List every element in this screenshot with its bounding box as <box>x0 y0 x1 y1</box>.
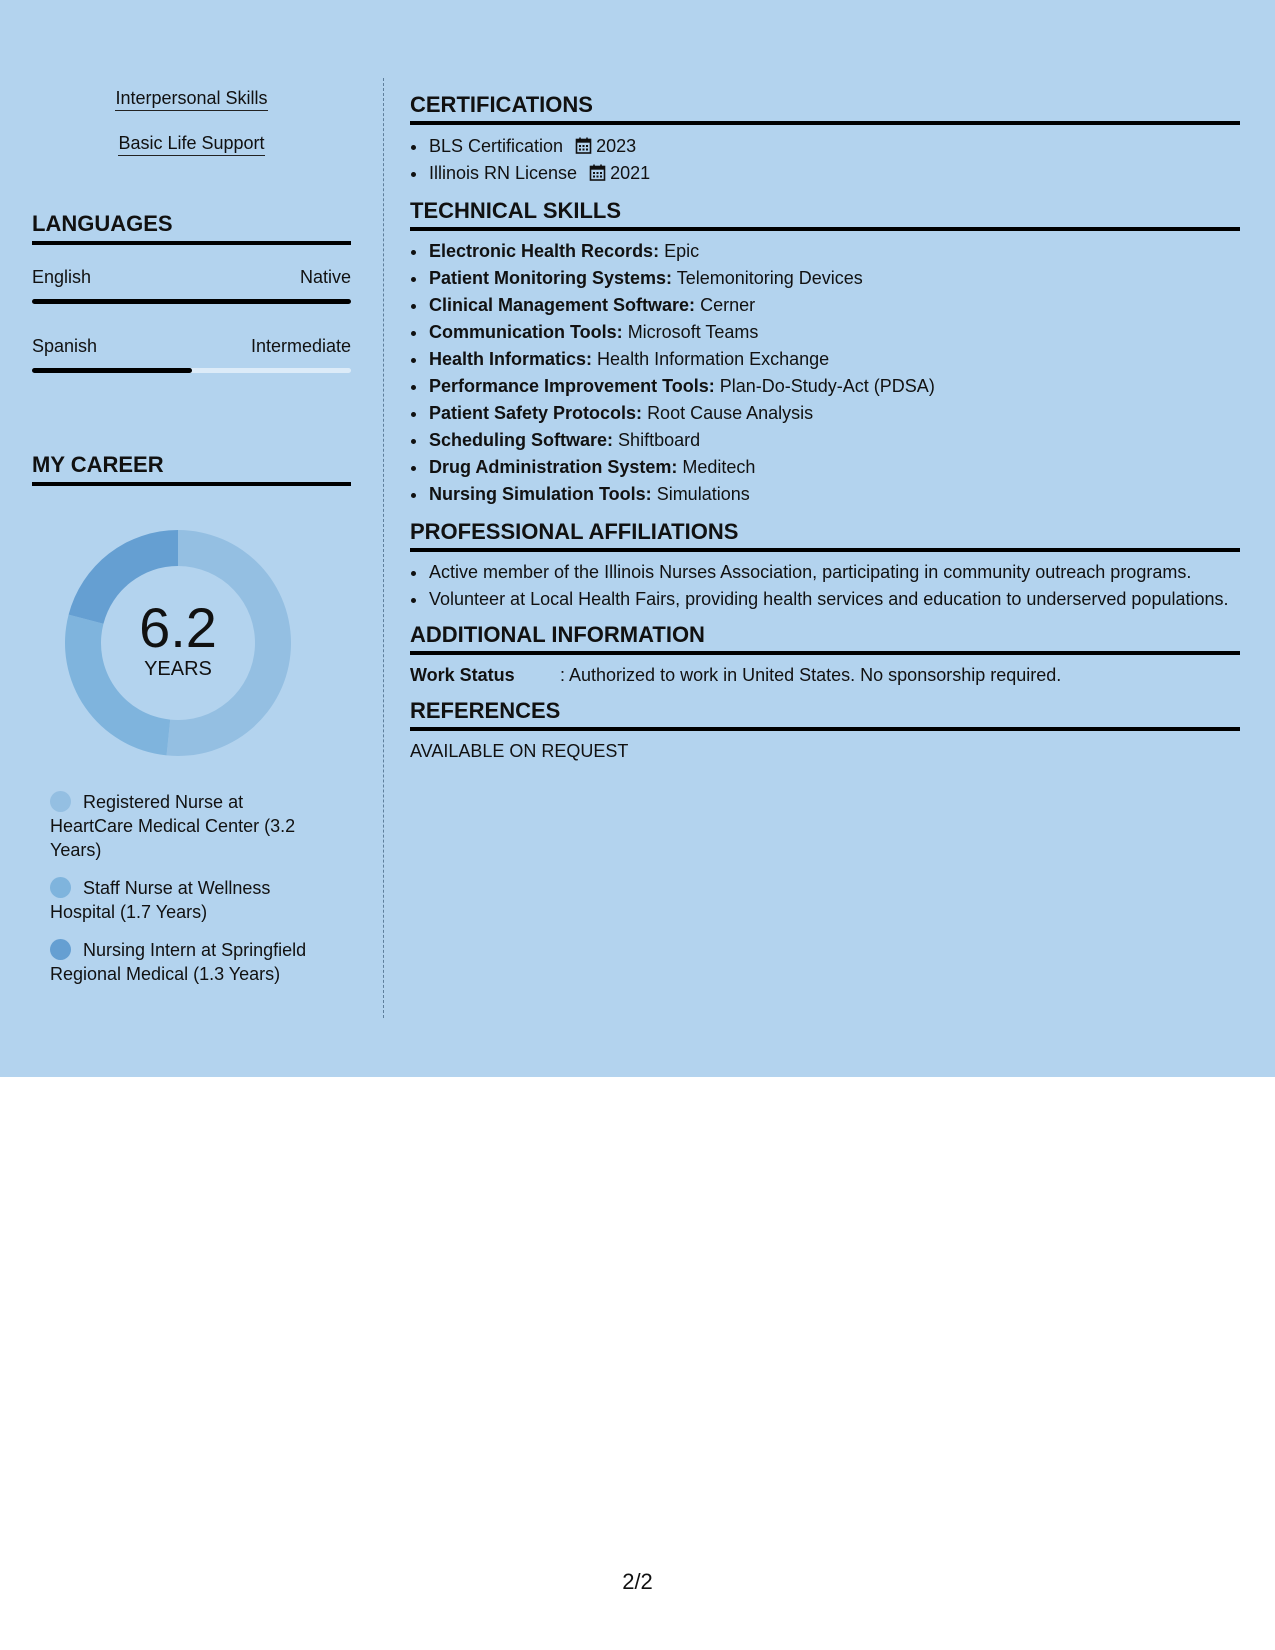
certifications-section <box>410 92 1240 187</box>
calendar-icon <box>575 137 592 154</box>
skill-value: Simulations <box>656 484 750 504</box>
skill-category: Drug Administration System: <box>429 457 678 477</box>
language-proficiency-bar <box>32 368 351 373</box>
list-item <box>428 481 1240 508</box>
cert-year: 2023 <box>596 136 637 156</box>
skill-category: Patient Safety Protocols: <box>429 403 643 423</box>
technical-skills-list <box>410 238 1240 508</box>
skill-label: Interpersonal Skills <box>115 88 267 111</box>
skill-label: Basic Life Support <box>118 133 264 156</box>
certifications-heading: CERTIFICATIONS <box>410 92 1240 125</box>
additional-info-section <box>410 622 1240 687</box>
career-total <box>65 596 291 681</box>
affiliations-section <box>410 519 1240 611</box>
list-item <box>428 265 1240 292</box>
skill-value: Root Cause Analysis <box>647 403 814 423</box>
legend-label: Registered Nurse at HeartCare Medical Center (3.2 Years) <box>50 792 296 860</box>
list-item: • Active member of the Illinois Nurses Association, participating in community outreach programs. <box>428 560 1240 584</box>
career-legend-item <box>50 790 330 862</box>
career-total-value: 6.2 <box>139 596 217 659</box>
skill-category: Clinical Management Software: <box>429 295 696 315</box>
additional-info-heading: ADDITIONAL INFORMATION <box>410 622 1240 655</box>
technical-skills-heading: TECHNICAL SKILLS <box>410 198 1240 231</box>
language-level: Intermediate <box>250 336 351 356</box>
affiliations-heading: PROFESSIONAL AFFILIATIONS <box>410 519 1240 552</box>
legend-dot <box>50 791 71 812</box>
cert-year: 2021 <box>610 163 651 183</box>
legend-dot <box>50 877 71 898</box>
language-proficiency-fill <box>32 299 351 304</box>
skill-value: Plan-Do-Study-Act (PDSA) <box>719 376 935 396</box>
technical-skills-section <box>410 198 1240 508</box>
certifications-list <box>410 133 1240 187</box>
language-name: Spanish <box>32 336 98 356</box>
list-item <box>428 346 1240 373</box>
languages-heading: LANGUAGES <box>32 211 351 245</box>
column-divider <box>383 78 384 1018</box>
skill-category: Performance Improvement Tools: <box>429 376 715 396</box>
list-item <box>428 238 1240 265</box>
skill-value: Cerner <box>700 295 756 315</box>
skill-category: Health Informatics: <box>429 349 593 369</box>
right-column <box>410 92 1240 773</box>
skill-link-interpersonal[interactable] <box>32 88 351 109</box>
work-status-row <box>410 663 1240 687</box>
list-item <box>428 133 1240 160</box>
list-item <box>428 400 1240 427</box>
list-item <box>428 454 1240 481</box>
skill-category: Communication Tools: <box>429 322 623 342</box>
list-item <box>428 427 1240 454</box>
career-heading: MY CAREER <box>32 452 351 486</box>
language-name: English <box>32 267 92 287</box>
career-legend-item <box>50 876 330 924</box>
skill-category: Nursing Simulation Tools: <box>429 484 652 504</box>
references-section <box>410 698 1240 762</box>
work-status-label: Work Status <box>410 665 515 685</box>
skill-value: Health Information Exchange <box>597 349 830 369</box>
skill-link-basic-life-support[interactable] <box>32 133 351 154</box>
language-proficiency-bar <box>32 299 351 304</box>
skill-value: Shiftboard <box>618 430 701 450</box>
skill-value: Epic <box>664 241 700 261</box>
skill-value: Meditech <box>682 457 756 477</box>
cert-name: BLS Certification <box>429 136 564 156</box>
legend-label: Nursing Intern at Springfield Regional Medical (1.3 Years) <box>50 940 307 984</box>
calendar-icon <box>589 164 606 181</box>
language-level: Native <box>299 267 351 287</box>
affiliations-list <box>410 560 1240 611</box>
skill-category: Patient Monitoring Systems: <box>429 268 673 288</box>
skill-value: Microsoft Teams <box>627 322 759 342</box>
list-item <box>428 292 1240 319</box>
skill-category: Electronic Health Records: <box>429 241 660 261</box>
cert-name: Illinois RN License <box>429 163 578 183</box>
skill-category: Scheduling Software: <box>429 430 614 450</box>
legend-label: Staff Nurse at Wellness Hospital (1.7 Years) <box>50 878 271 922</box>
legend-dot <box>50 939 71 960</box>
references-heading: REFERENCES <box>410 698 1240 731</box>
career-legend-item <box>50 938 330 986</box>
page-number: 2/2 <box>622 1569 653 1594</box>
language-proficiency-fill <box>32 368 192 373</box>
work-status-value: : Authorized to work in United States. No sponsorship required. <box>560 665 1062 685</box>
skill-value: Telemonitoring Devices <box>676 268 863 288</box>
list-item <box>428 373 1240 400</box>
list-item: • Volunteer at Local Health Fairs, providing health services and education to underserved populations. <box>428 587 1240 611</box>
career-total-unit: YEARS <box>144 658 212 680</box>
list-item <box>428 319 1240 346</box>
list-item <box>428 160 1240 187</box>
references-text: AVAILABLE ON REQUEST <box>410 741 629 761</box>
